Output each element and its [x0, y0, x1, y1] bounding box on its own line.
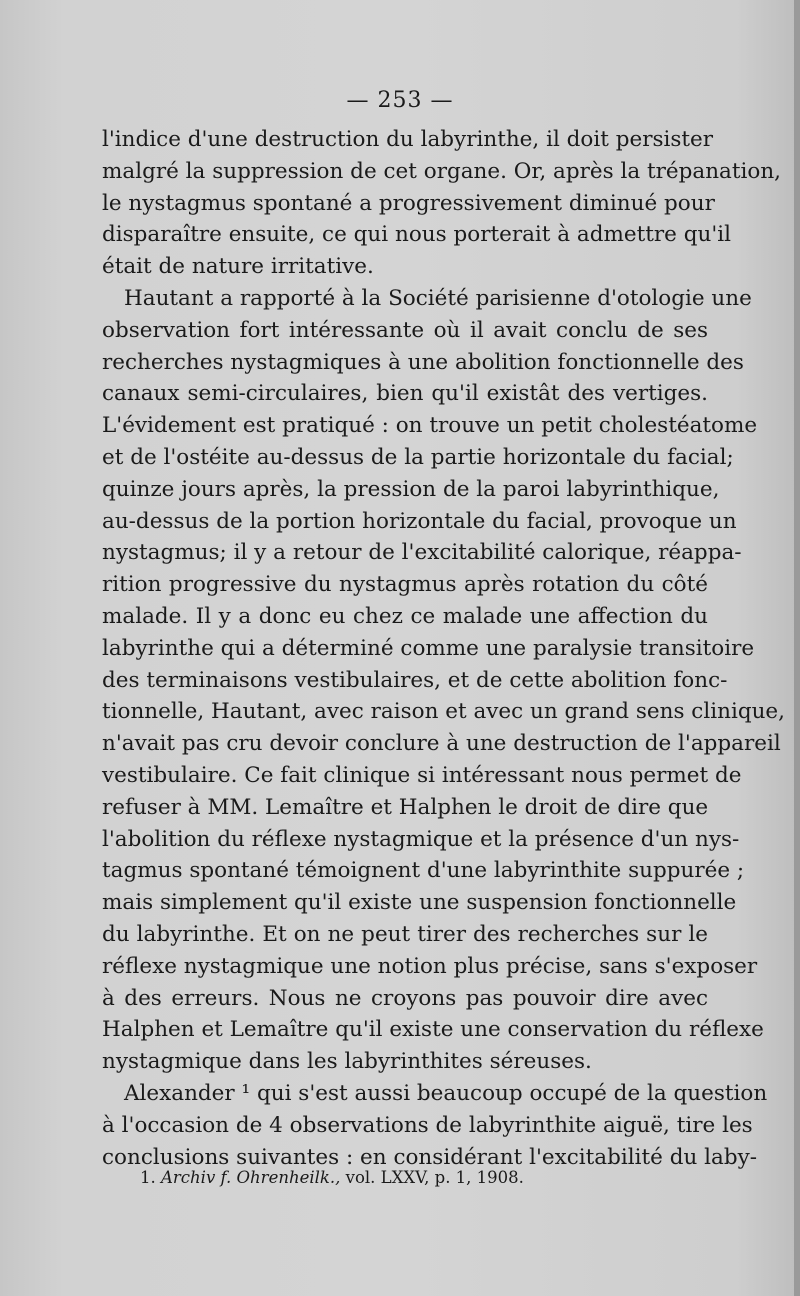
footnote-reference: vol. LXXV, p. 1, 1908. [345, 1168, 524, 1187]
text-line: Alexander ¹ qui s'est aussi beaucoup occupé de la question [124, 1080, 768, 1106]
text-line: Halphen et Lemaître qu'il existe une conservation du réflexe [102, 1017, 764, 1043]
text-line: nystagmus; il y a retour de l'excitabilité calorique, réappa- [102, 540, 742, 566]
text-line: l'abolition du réflexe nystagmique et la présence d'un nys- [102, 826, 740, 852]
text-line: réflexe nystagmique une notion plus précise, sans s'exposer [102, 953, 758, 979]
text-line: conclusions suivantes : en considérant l'excitabilité du laby- [102, 1144, 758, 1170]
text-line: vestibulaire. Ce fait clinique si intéressant nous permet de [102, 762, 742, 788]
text-line: nystagmique dans les labyrinthites séreuses. [102, 1049, 592, 1075]
text-line: n'avait pas cru devoir conclure à une destruction de l'appareil [102, 731, 781, 757]
body-text [102, 124, 785, 1173]
text-line: le nystagmus spontané a progressivement diminué pour [102, 190, 715, 216]
paragraph-1 [102, 124, 782, 283]
paragraph-3 [102, 1078, 768, 1173]
text-line: disparaître ensuite, ce qui nous porterait à admettre qu'il [102, 222, 732, 248]
page-number: — 253 — [346, 88, 454, 113]
footnote-journal: Archiv f. Ohrenheilk., [161, 1168, 341, 1187]
text-line: labyrinthe qui a déterminé comme une paralysie transitoire [102, 635, 755, 661]
text-line: au-dessus de la portion horizontale du facial, provoque un [102, 508, 737, 534]
text-line: L'évidement est pratiqué : on trouve un petit cholestéatome [102, 413, 758, 439]
text-line: à des erreurs. Nous ne croyons pas pouvoir dire avec [102, 985, 708, 1011]
text-line: tionnelle, Hautant, avec raison et avec un grand sens clinique, [102, 699, 785, 725]
text-line: Hautant a rapporté à la Société parisienne d'otologie une [124, 285, 752, 311]
footnote [140, 1168, 640, 1187]
text-line: recherches nystagmiques à une abolition fonctionnelle des [102, 349, 744, 375]
text-line: l'indice d'une destruction du labyrinthe, il doit persister [102, 127, 714, 152]
text-line: et de l'ostéite au-dessus de la partie horizontale du facial; [102, 444, 734, 470]
text-line: des terminaisons vestibulaires, et de cette abolition fonc- [102, 667, 728, 693]
paragraph-2 [102, 283, 785, 1078]
text-line: du labyrinthe. Et on ne peut tirer des recherches sur le [102, 921, 708, 947]
text-line: rition progressive du nystagmus après rotation du côté [102, 572, 708, 598]
text-line: observation fort intéressante où il avait conclu de ses [102, 317, 708, 343]
text-line: mais simplement qu'il existe une suspension fonctionnelle [102, 890, 737, 916]
text-line: à l'occasion de 4 observations de labyrinthite aiguë, tire les [102, 1112, 753, 1138]
text-line: canaux semi-circulaires, bien qu'il existât des vertiges. [102, 381, 708, 407]
text-line: était de nature irritative. [102, 254, 374, 280]
text-line: malgré la suppression de cet organe. Or, après la trépanation, [102, 158, 782, 184]
footnote-number: 1. [140, 1168, 156, 1187]
text-line: tagmus spontané témoignent d'une labyrinthite suppurée ; [102, 858, 745, 884]
text-line: malade. Il y a donc eu chez ce malade une affection du [102, 603, 708, 629]
text-line: quinze jours après, la pression de la paroi labyrinthique, [102, 476, 720, 502]
text-line: refuser à MM. Lemaître et Halphen le droit de dire que [102, 794, 709, 820]
